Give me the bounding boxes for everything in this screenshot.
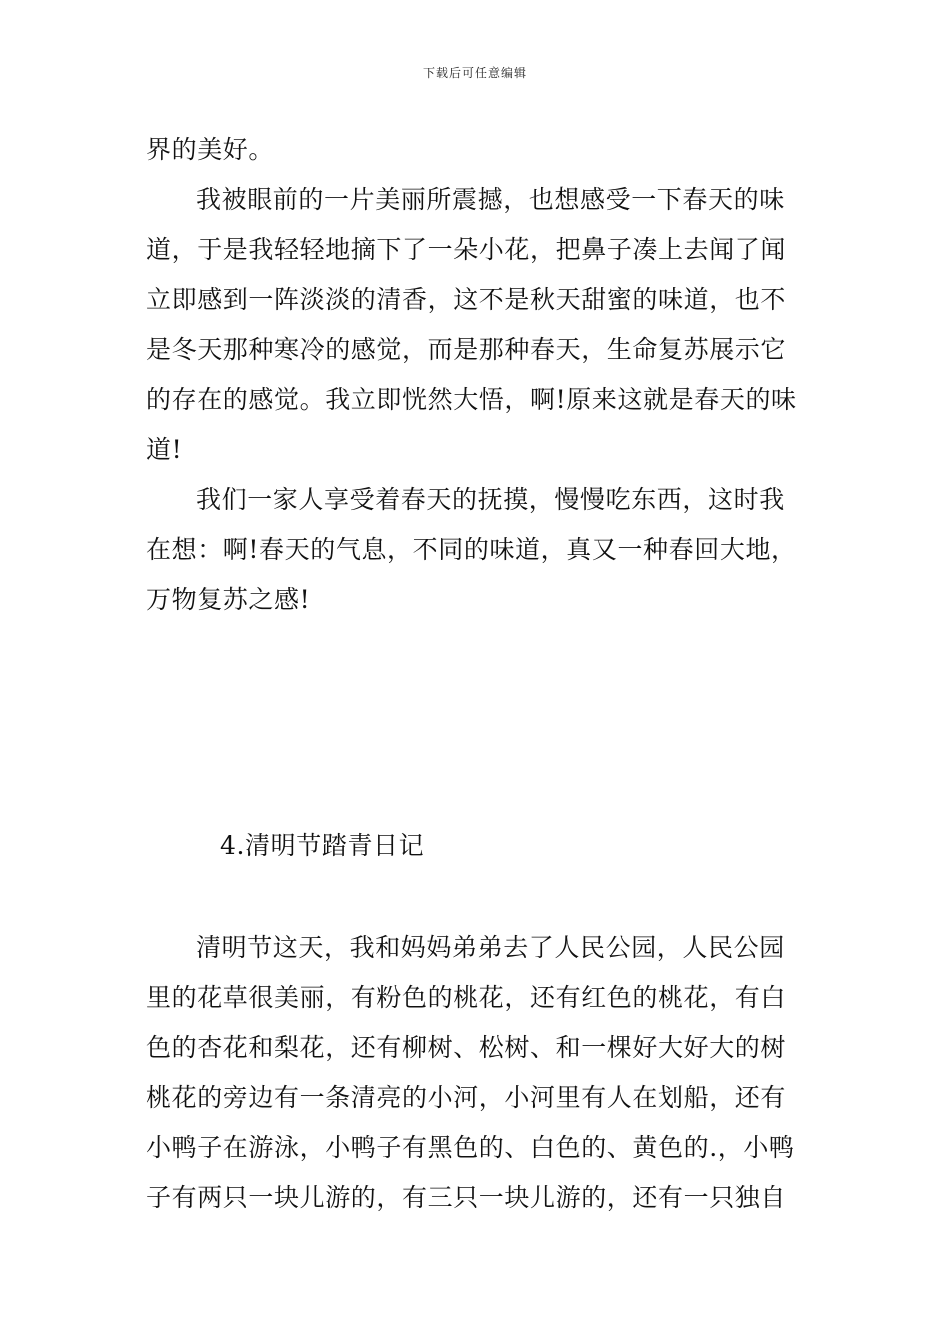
section-heading: 4.清明节踏青日记 (220, 831, 425, 860)
paragraph-line: 道! (146, 435, 183, 464)
paragraph-line: 里的花草很美丽，有粉色的桃花，还有红色的桃花，有白 (146, 983, 787, 1012)
paragraph-line: 的存在的感觉。我立即恍然大悟，啊!原来这就是春天的味 (146, 385, 797, 414)
paragraph-line: 道，于是我轻轻地摘下了一朵小花，把鼻子凑上去闻了闻 (146, 235, 787, 264)
paragraph-line: 立即感到一阵淡淡的清香，这不是秋天甜蜜的味道，也不 (146, 285, 787, 314)
paragraph-line: 我们一家人享受着春天的抚摸，慢慢吃东西，这时我 (196, 485, 785, 514)
paragraph-line: 清明节这天，我和妈妈弟弟去了人民公园，人民公园 (196, 933, 785, 962)
paragraph-line: 我被眼前的一片美丽所震撼，也想感受一下春天的味 (196, 185, 785, 214)
paragraph-line: 是冬天那种寒冷的感觉，而是那种春天，生命复苏展示它 (146, 335, 787, 364)
paragraph-line: 子有两只一块儿游的，有三只一块儿游的，还有一只独自 (146, 1183, 787, 1212)
paragraph-line: 桃花的旁边有一条清亮的小河，小河里有人在划船，还有 (146, 1083, 787, 1112)
paragraph-line: 界的美好。 (146, 135, 275, 164)
paragraph-line: 万物复苏之感! (146, 585, 311, 614)
paragraph-line: 色的杏花和梨花，还有柳树、松树、和一棵好大好大的树 (146, 1033, 787, 1062)
paragraph-line: 小鸭子在游泳，小鸭子有黑色的、白色的、黄色的.，小鸭 (146, 1133, 795, 1162)
page-header: 下载后可任意编辑 (422, 66, 527, 80)
paragraph-line: 在想：啊!春天的气息，不同的味道，真又一种春回大地， (146, 535, 797, 564)
